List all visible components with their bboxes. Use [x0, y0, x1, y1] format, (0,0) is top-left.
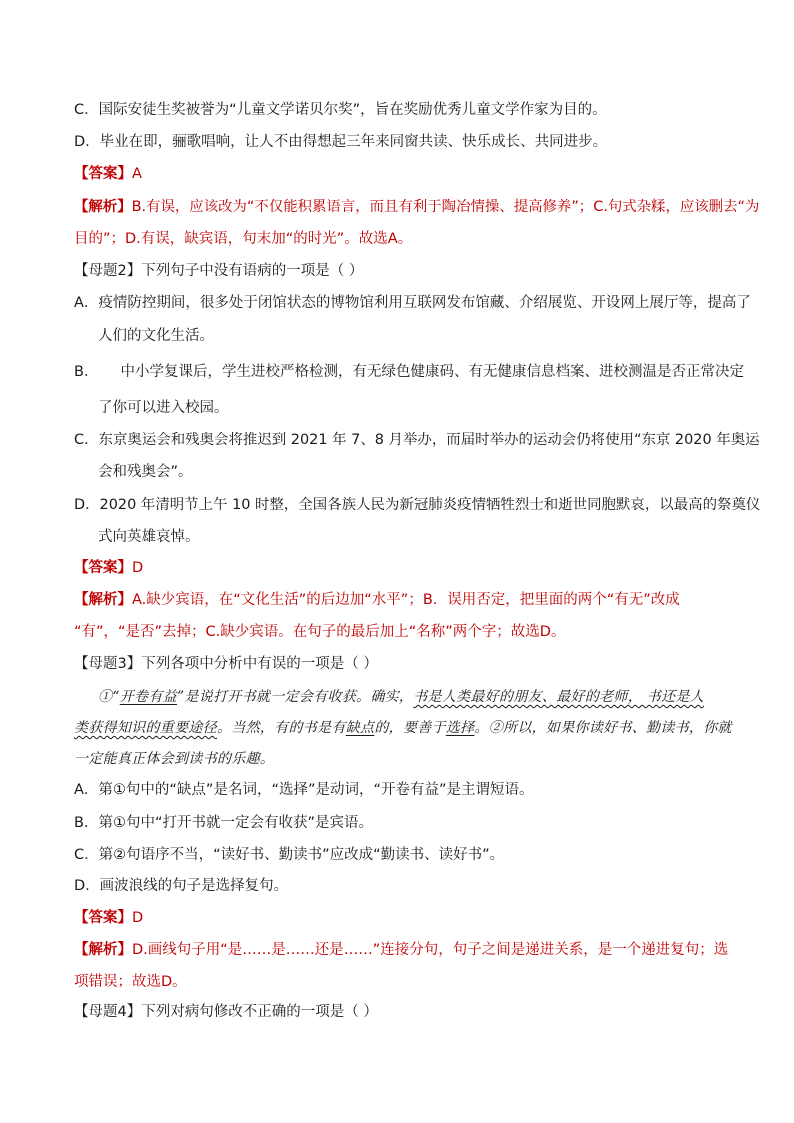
- passage-wavy-sentence: 类获得知识的重要途径: [74, 720, 217, 736]
- q3-passage-line2: [74, 718, 732, 738]
- answer-value: D: [132, 910, 144, 926]
- analysis-label: 【解析】: [74, 942, 132, 958]
- q2-analysis-line1: [74, 590, 680, 610]
- passage-text: ①“: [98, 689, 120, 705]
- q3-passage-line1: [98, 687, 704, 707]
- passage-wavy-sentence: 书是人类最好的朋友、最好的老师， 书还是人: [413, 689, 704, 705]
- option-b-text: 中小学复课后，学生进校严格检测，有无绿色健康码、有无健康信息档案、进校测温是否正常决定: [120, 364, 744, 380]
- q3-analysis-line1: [74, 940, 728, 960]
- q3-analysis-line2: 项错误；故选D。: [74, 974, 187, 990]
- analysis-label: 【解析】: [74, 592, 132, 608]
- q2-title: 【母题2】下列句子中没有语病的一项是（ ）: [74, 263, 364, 279]
- analysis-text: B.有误，应该改为“不仅能积累语言，而且有利于陶冶情操、提高修养”；C.句式杂糅，应该删去“为: [131, 199, 760, 215]
- q4-title: 【母题4】下列对病句修改不正确的一项是（ ）: [74, 1004, 378, 1020]
- q2-option-b-line2: 了你可以进入校园。: [98, 400, 229, 416]
- q2-option-d-line1: D．2020 年清明节上午 10 时整，全国各族人民为新冠肺炎疫情牺牲烈士和逝世同胞默哀，以最高的祭奠仪: [74, 497, 761, 513]
- passage-underlined-word: 缺点: [345, 720, 375, 736]
- passage-text: ”是说打开书就一定会有收获。确实，: [176, 689, 414, 705]
- q2-option-d-line2: 式向英雄哀悼。: [98, 529, 200, 545]
- answer-label: 【答案】: [74, 910, 132, 926]
- q3-option-a: A．第①句中的“缺点”是名词，“选择”是动词，“开卷有益”是主谓短语。: [74, 782, 534, 798]
- analysis-text: A.缺少宾语，在“文化生活”的后边加“水平”；B．误用否定，把里面的两个“有无”改成: [132, 592, 680, 608]
- q1-option-d: D．毕业在即，骊歌唱响，让人不由得想起三年来同窗共读、快乐成长、共同进步。: [74, 134, 608, 150]
- q2-option-c-line2: 会和残奥会”。: [98, 464, 193, 480]
- q2-analysis-line2: “有”，“是否”去掉；C.缺少宾语。在句子的最后加上“名称”两个字；故选D。: [74, 624, 566, 640]
- q3-option-d: D．画波浪线的句子是选择复句。: [74, 878, 289, 894]
- answer-value: D: [132, 560, 144, 576]
- answer-value: A: [132, 166, 142, 182]
- passage-underlined-phrase: 开卷有益: [119, 689, 177, 705]
- q2-option-a-line1: A．疫情防控期间，很多处于闭馆状态的博物馆利用互联网发布馆藏、介绍展览、开设网上展厅等，提高了: [74, 295, 751, 311]
- q3-option-b: B．第①句中“打开书就一定会有收获”是宾语。: [74, 815, 373, 831]
- answer-label: 【答案】: [74, 166, 132, 182]
- q1-option-c: C．国际安徒生奖被誉为“儿童文学诺贝尔奖”，旨在奖励优秀儿童文学作家为目的。: [74, 102, 607, 118]
- q1-analysis-line1: [74, 197, 759, 217]
- analysis-text: D.画线句子用“是……是……还是……”连接分句，句子之间是递进关系，是一个递进复句；选: [132, 942, 729, 958]
- q3-answer: [74, 908, 143, 928]
- q3-option-c: C．第②句语序不当，“读好书、勤读书”应改成“勤读书、读好书”。: [74, 847, 505, 863]
- q2-option-c-line1: C．东京奥运会和残奥会将推迟到 2021 年 7、8 月举办，而届时举办的运动会仍将使用“东京 2020 年奥运: [74, 432, 760, 448]
- option-b-prefix: B．: [74, 364, 99, 380]
- q1-answer: [74, 164, 142, 184]
- answer-label: 【答案】: [74, 560, 132, 576]
- q2-option-b-line1: [74, 362, 744, 382]
- analysis-label: 【解析】: [74, 199, 132, 215]
- passage-underlined-word: 选择: [445, 720, 475, 736]
- passage-text: 。当然，有的书是有: [217, 720, 346, 736]
- q1-analysis-line2: 目的”；D.有误，缺宾语，句末加“的时光”。故选A。: [74, 231, 413, 247]
- q2-option-a-line2: 人们的文化生活。: [98, 328, 214, 344]
- q3-passage-line3: 一定能真正体会到读书的乐趣。: [74, 751, 275, 767]
- passage-text: 的，要善于: [374, 720, 446, 736]
- q3-title: 【母题3】下列各项中分析中有误的一项是（ ）: [74, 656, 378, 672]
- q2-answer: [74, 558, 143, 578]
- passage-text: 。②所以，如果你读好书、勤读书，你就: [474, 720, 732, 736]
